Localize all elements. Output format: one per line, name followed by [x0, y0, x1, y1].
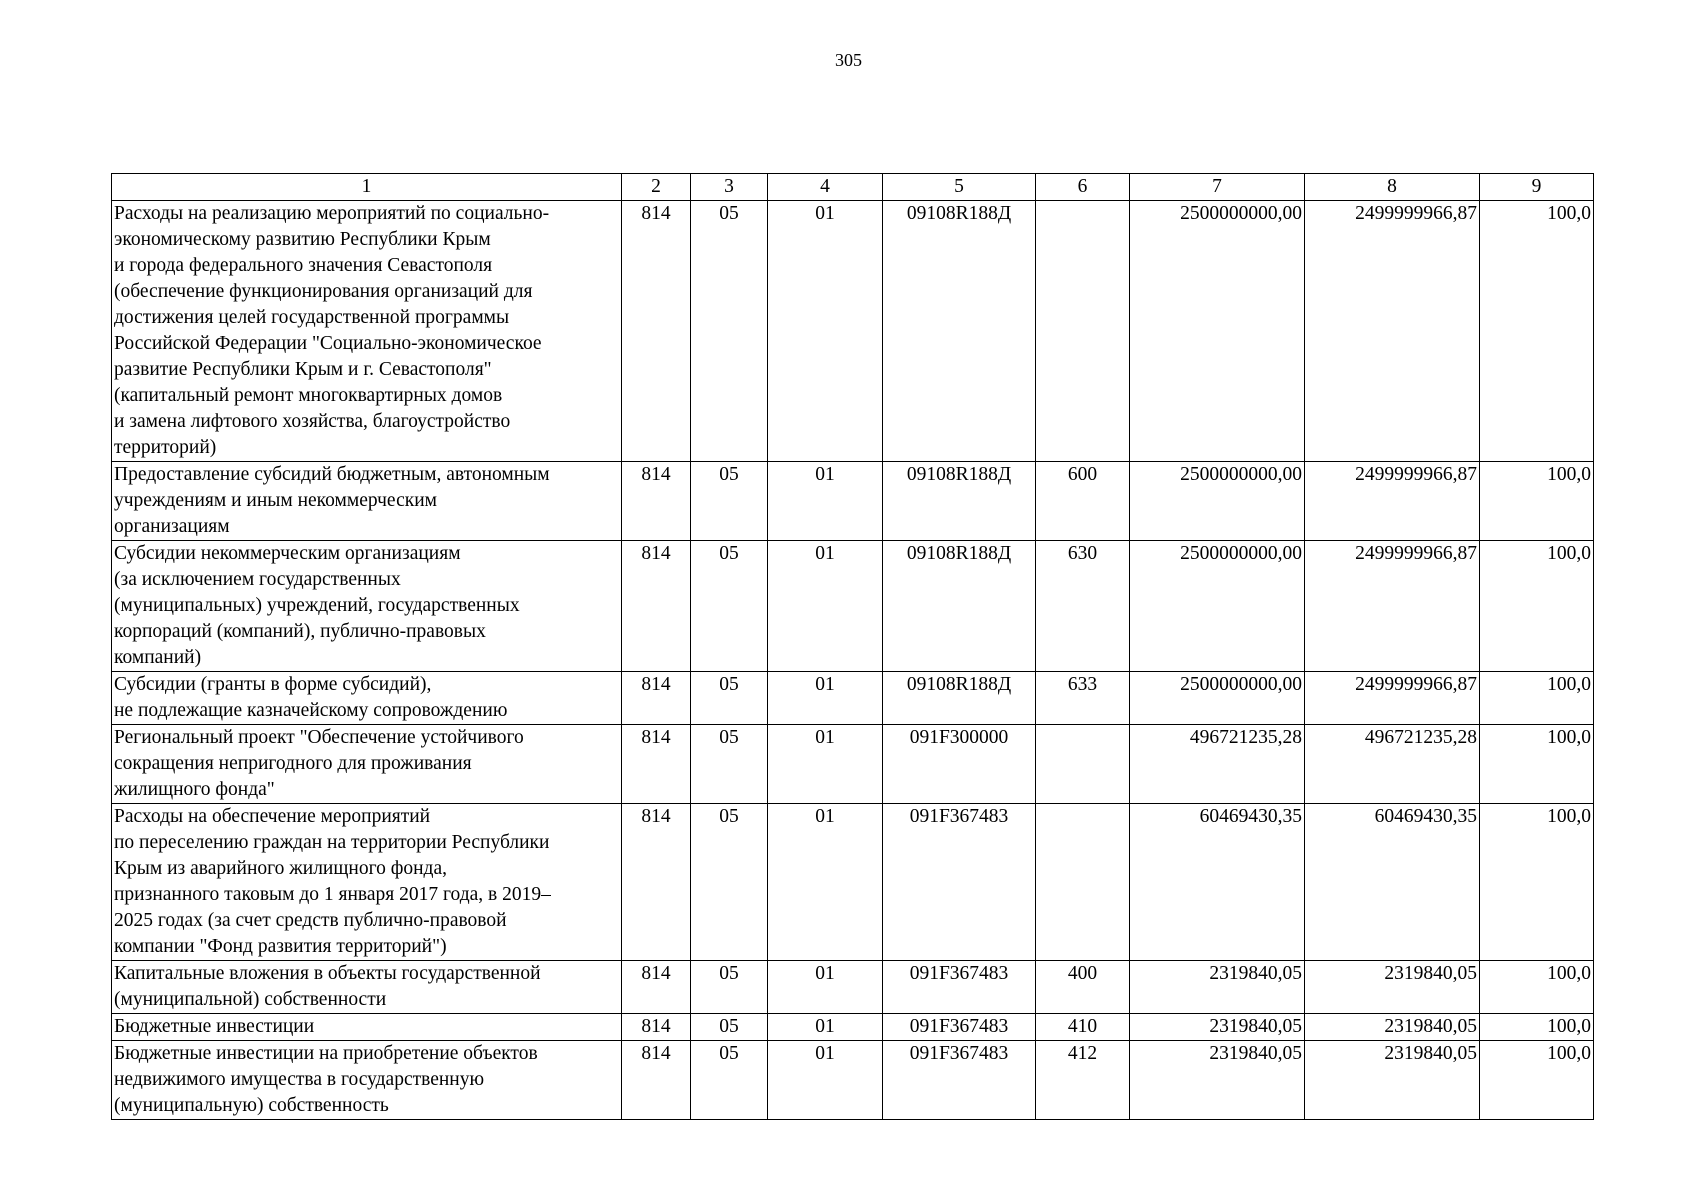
target-article-code: 091F367483: [883, 961, 1036, 1014]
ministry-code: 814: [622, 672, 691, 725]
executed-amount: 2319840,05: [1305, 1014, 1480, 1041]
subsection-code: 01: [768, 672, 883, 725]
section-code: 05: [691, 462, 768, 541]
section-code: 05: [691, 201, 768, 462]
execution-percent: 100,0: [1480, 541, 1594, 672]
execution-percent: 100,0: [1480, 201, 1594, 462]
table-row: [112, 1041, 1594, 1120]
table-row: [112, 201, 1594, 462]
execution-percent: 100,0: [1480, 672, 1594, 725]
column-header: 7: [1130, 174, 1305, 201]
row-description: Бюджетные инвестиции на приобретение объектов недвижимого имущества в государственную (муниципальную) собственность: [112, 1041, 622, 1120]
executed-amount: 496721235,28: [1305, 725, 1480, 804]
subsection-code: 01: [768, 1014, 883, 1041]
planned-amount: 2319840,05: [1130, 1041, 1305, 1120]
expense-type-code: [1036, 201, 1130, 462]
table-row: [112, 462, 1594, 541]
subsection-code: 01: [768, 462, 883, 541]
column-header: 8: [1305, 174, 1480, 201]
target-article-code: 091F300000: [883, 725, 1036, 804]
column-header: 6: [1036, 174, 1130, 201]
ministry-code: 814: [622, 725, 691, 804]
executed-amount: 2499999966,87: [1305, 541, 1480, 672]
planned-amount: 2500000000,00: [1130, 541, 1305, 672]
column-header: 9: [1480, 174, 1594, 201]
target-article-code: 09108R188Д: [883, 672, 1036, 725]
section-code: 05: [691, 961, 768, 1014]
target-article-code: 091F367483: [883, 804, 1036, 961]
page-number: 305: [835, 50, 862, 70]
expense-type-code: 633: [1036, 672, 1130, 725]
section-code: 05: [691, 541, 768, 672]
executed-amount: 2499999966,87: [1305, 462, 1480, 541]
row-description: Субсидии некоммерческим организациям (за исключением государственных (муниципальных) учреждений, государственных корпораций (компаний), публично-правовых компаний): [112, 541, 622, 672]
row-description: Бюджетные инвестиции: [112, 1014, 622, 1041]
planned-amount: 2319840,05: [1130, 961, 1305, 1014]
table-row: [112, 672, 1594, 725]
planned-amount: 60469430,35: [1130, 804, 1305, 961]
target-article-code: 091F367483: [883, 1041, 1036, 1120]
execution-percent: 100,0: [1480, 462, 1594, 541]
ministry-code: 814: [622, 961, 691, 1014]
expense-type-code: [1036, 725, 1130, 804]
executed-amount: 2499999966,87: [1305, 201, 1480, 462]
expense-type-code: 630: [1036, 541, 1130, 672]
execution-percent: 100,0: [1480, 725, 1594, 804]
execution-percent: 100,0: [1480, 1041, 1594, 1120]
row-description: Предоставление субсидий бюджетным, автономным учреждениям и иным некоммерческим организациям: [112, 462, 622, 541]
ministry-code: 814: [622, 1041, 691, 1120]
subsection-code: 01: [768, 1041, 883, 1120]
ministry-code: 814: [622, 201, 691, 462]
ministry-code: 814: [622, 1014, 691, 1041]
row-description: Расходы на реализацию мероприятий по социально- экономическому развитию Республики Крым и города федерального значения Севастополя (обеспечение функционирования организаций для достижения целей государственной программы Российской Федерации "Социально-экономическое развитие Республики Крым и г. Севастополя" (капитальный ремонт многоквартирных домов и замена лифтового хозяйства, благоустройство территорий): [112, 201, 622, 462]
section-code: 05: [691, 672, 768, 725]
column-header: 5: [883, 174, 1036, 201]
column-header: 1: [112, 174, 622, 201]
planned-amount: 2500000000,00: [1130, 462, 1305, 541]
expense-type-code: 412: [1036, 1041, 1130, 1120]
execution-percent: 100,0: [1480, 1014, 1594, 1041]
target-article-code: 091F367483: [883, 1014, 1036, 1041]
expense-type-code: [1036, 804, 1130, 961]
executed-amount: 2499999966,87: [1305, 672, 1480, 725]
executed-amount: 2319840,05: [1305, 1041, 1480, 1120]
section-code: 05: [691, 1041, 768, 1120]
planned-amount: 496721235,28: [1130, 725, 1305, 804]
table-row: [112, 725, 1594, 804]
expense-type-code: 410: [1036, 1014, 1130, 1041]
ministry-code: 814: [622, 462, 691, 541]
budget-table: [111, 173, 1594, 1120]
column-header: 4: [768, 174, 883, 201]
planned-amount: 2500000000,00: [1130, 201, 1305, 462]
subsection-code: 01: [768, 804, 883, 961]
target-article-code: 09108R188Д: [883, 462, 1036, 541]
planned-amount: 2319840,05: [1130, 1014, 1305, 1041]
expense-type-code: 400: [1036, 961, 1130, 1014]
subsection-code: 01: [768, 725, 883, 804]
table-row: [112, 804, 1594, 961]
row-description: Субсидии (гранты в форме субсидий), не подлежащие казначейскому сопровождению: [112, 672, 622, 725]
table-row: [112, 541, 1594, 672]
ministry-code: 814: [622, 541, 691, 672]
column-header: 2: [622, 174, 691, 201]
executed-amount: 2319840,05: [1305, 961, 1480, 1014]
subsection-code: 01: [768, 541, 883, 672]
section-code: 05: [691, 804, 768, 961]
subsection-code: 01: [768, 961, 883, 1014]
target-article-code: 09108R188Д: [883, 541, 1036, 672]
ministry-code: 814: [622, 804, 691, 961]
row-description: Капитальные вложения в объекты государственной (муниципальной) собственности: [112, 961, 622, 1014]
section-code: 05: [691, 725, 768, 804]
row-description: Расходы на обеспечение мероприятий по переселению граждан на территории Республики Крым из аварийного жилищного фонда, признанного таковым до 1 января 2017 года, в 2019– 2025 годах (за счет средств публично-правовой компании "Фонд развития территорий"): [112, 804, 622, 961]
table-row: [112, 1014, 1594, 1041]
target-article-code: 09108R188Д: [883, 201, 1036, 462]
subsection-code: 01: [768, 201, 883, 462]
header-row: [112, 174, 1594, 201]
execution-percent: 100,0: [1480, 804, 1594, 961]
column-header: 3: [691, 174, 768, 201]
section-code: 05: [691, 1014, 768, 1041]
executed-amount: 60469430,35: [1305, 804, 1480, 961]
row-description: Региональный проект "Обеспечение устойчивого сокращения непригодного для проживания жилищного фонда": [112, 725, 622, 804]
planned-amount: 2500000000,00: [1130, 672, 1305, 725]
table-row: [112, 961, 1594, 1014]
execution-percent: 100,0: [1480, 961, 1594, 1014]
expense-type-code: 600: [1036, 462, 1130, 541]
